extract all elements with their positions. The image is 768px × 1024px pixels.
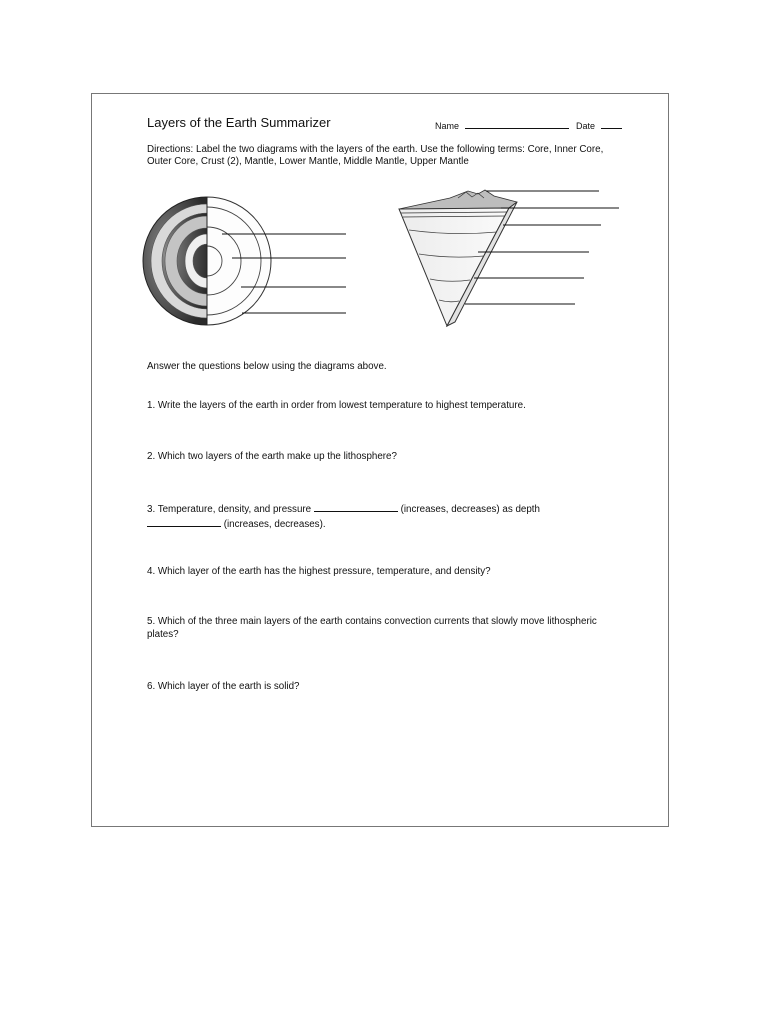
question-1: 1. Write the layers of the earth in order from lowest temperature to highest temperature.	[147, 400, 526, 411]
instructions-text: Answer the questions below using the diagrams above.	[147, 361, 387, 372]
worksheet-page	[91, 93, 669, 827]
earth-wedge-diagram	[399, 190, 619, 326]
date-label: Date	[576, 121, 596, 131]
question-3	[147, 502, 617, 531]
question-3-blank-2[interactable]	[147, 517, 221, 527]
directions-text: Directions: Label the two diagrams with the layers of the earth. Use the following terms: Core, Inner Core, Outer Core, Crust (2), Mantle, Lower Mantle, Middle Mantle, Upper Mantle	[147, 144, 604, 167]
earth-cross-section-diagram	[143, 197, 346, 325]
question-3-blank-1[interactable]	[314, 502, 398, 512]
question-6: 6. Which layer of the earth is solid?	[147, 681, 300, 692]
question-3-part-1: 3. Temperature, density, and pressure	[147, 504, 312, 515]
question-3-part-3: (increases, decreases).	[223, 518, 326, 530]
question-4: 4. Which layer of the earth has the highest pressure, temperature, and density?	[147, 566, 491, 577]
question-3-part-2: (increases, decreases) as depth	[400, 504, 540, 515]
name-label: Name	[435, 121, 460, 131]
worksheet-title: Layers of the Earth Summarizer	[147, 115, 331, 130]
question-2: 2. Which two layers of the earth make up the lithosphere?	[147, 451, 397, 462]
diagrams-area	[92, 94, 670, 354]
question-5: 5. Which of the three main layers of the earth contains convection currents that slowly move lithospheric plates?	[147, 616, 597, 640]
